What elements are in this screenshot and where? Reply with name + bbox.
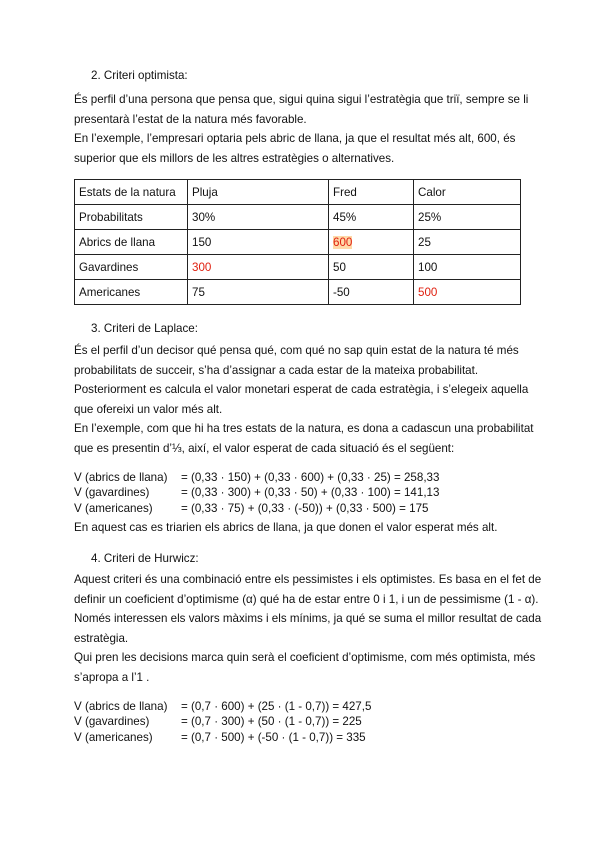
table-row xyxy=(75,205,521,230)
table-row-label xyxy=(75,280,188,305)
section-heading-optimista: 2. Criteri optimista: xyxy=(91,69,188,82)
table-cell-value: 600 xyxy=(333,235,353,249)
table-cell-value: 75 xyxy=(192,285,205,299)
table-cell-value: Americanes xyxy=(79,285,141,299)
paragraph-line: És perfil d’una persona que pensa que, sigui quina sigui l’estratègia que triï, sempre se li xyxy=(74,93,529,106)
paragraph-line: definir un coeficient d’optimisme (α) qué ha de estar entre 0 i 1, i un de pessimisme (1 - α). xyxy=(74,592,539,606)
table-header-cell: Estats de la natura xyxy=(75,180,188,205)
table-cell-value: 25% xyxy=(418,210,442,224)
formula-expression: = (0,33 · 75) + (0,33 · (-50)) + (0,33 · 500) = 175 xyxy=(181,501,429,515)
paragraph-line: presentarà l’estat de la natura més favorable. xyxy=(74,112,307,126)
formula-expression: = (0,33 · 150) + (0,33 · 600) + (0,33 · 25) = 258,33 xyxy=(181,471,440,484)
paragraph-line: Posteriorment es calcula el valor monetari esperat de cada estratègia, i s’elegeix aquella xyxy=(74,383,529,396)
table-cell xyxy=(188,255,329,280)
table-cell xyxy=(414,205,521,230)
formula-expression: = (0,7 · 500) + (-50 · (1 - 0,7)) = 335 xyxy=(181,730,366,744)
table-cell xyxy=(188,205,329,230)
formula-label: V (abrics de llana) xyxy=(74,700,168,713)
table-header-cell: Pluja xyxy=(188,180,329,205)
paragraph-line: És el perfil d’un decisor qué pensa qué, com qué no sap quin estat de la natura té més xyxy=(74,344,519,357)
table-header-cell: Fred xyxy=(329,180,414,205)
formula-expression: = (0,33 · 300) + (0,33 · 50) + (0,33 · 100) = 141,13 xyxy=(181,486,440,500)
table-cell-value: Probabilitats xyxy=(79,210,143,224)
paragraph-laplace xyxy=(74,341,534,458)
paragraph-line: Qui pren les decisions marca quin serà el coeficient d’optimisme, com més optimista, més xyxy=(74,651,536,664)
table-cell-value: 30% xyxy=(192,210,216,224)
table-cell-value: 300 xyxy=(192,260,212,274)
formula-label: V (gavardines) xyxy=(74,486,150,500)
formula-expression: = (0,7 · 600) + (25 · (1 - 0,7)) = 427,5 xyxy=(181,700,372,713)
paragraph-line: que ofereixi un valor més alt. xyxy=(74,402,223,416)
table-cell-value: -50 xyxy=(333,285,350,299)
table-header-row xyxy=(75,180,521,205)
table-cell xyxy=(414,280,521,305)
paragraph-line: estratègia. xyxy=(74,631,129,645)
table-cell-value: 500 xyxy=(418,285,438,299)
table-cell-value: 150 xyxy=(192,235,212,249)
paragraph-line: superior que els millors de les altres estratègies o alternatives. xyxy=(74,151,395,165)
paragraph-line: Aquest criteri és una combinació entre els pessimistes i els optimistes. Es basa en el fet de xyxy=(74,573,542,586)
section-heading-laplace: 3. Criteri de Laplace: xyxy=(91,322,198,335)
table-row-label xyxy=(75,255,188,280)
paragraph-optimista xyxy=(74,90,534,168)
paragraph-line: que es presentin d’⅓, així, el valor esperat de cada situació és el següent: xyxy=(74,441,455,455)
table-header-cell: Calor xyxy=(414,180,521,205)
table-row xyxy=(75,230,521,255)
formula-expression: = (0,7 · 300) + (50 · (1 - 0,7)) = 225 xyxy=(181,715,362,729)
decision-table xyxy=(74,179,521,305)
table-cell-value: Gavardines xyxy=(79,260,139,274)
formula-label: V (abrics de llana) xyxy=(74,471,168,484)
table-row xyxy=(75,280,521,305)
table-row-label xyxy=(75,205,188,230)
paragraph-line: s’apropa a l’1 . xyxy=(74,670,150,684)
laplace-conclusion: En aquest cas es triarien els abrics de llana, ja que donen el valor esperat més alt. xyxy=(74,521,498,534)
table-cell-value: Abrics de llana xyxy=(79,235,156,249)
table-cell xyxy=(329,280,414,305)
table-cell xyxy=(329,230,414,255)
table-row-label xyxy=(75,230,188,255)
table-cell-value: 100 xyxy=(418,260,438,274)
table-cell xyxy=(188,230,329,255)
paragraph-line: En l’exemple, com que hi ha tres estats de la natura, es dona a cadascun una probabilitat xyxy=(74,422,534,435)
table-row xyxy=(75,255,521,280)
table-cell-value: 50 xyxy=(333,260,346,274)
formula-label: V (americanes) xyxy=(74,501,153,515)
table-cell-value: 25 xyxy=(418,235,431,249)
formula-label: V (gavardines) xyxy=(74,715,150,729)
section-heading-hurwicz: 4. Criteri de Hurwicz: xyxy=(91,552,199,565)
formula-label: V (americanes) xyxy=(74,730,153,744)
table-cell xyxy=(329,205,414,230)
paragraph-line: En l’exemple, l’empresari optaria pels abric de llana, ja que el resultat més alt, 600, és xyxy=(74,132,516,145)
table-cell xyxy=(414,230,521,255)
paragraph-hurwicz xyxy=(74,570,542,687)
paragraph-line: Només interessen els valors màxims i els mínims, ja qué se suma el millor resultat de cada xyxy=(74,612,542,625)
table-cell xyxy=(188,280,329,305)
table-cell xyxy=(329,255,414,280)
table-cell xyxy=(414,255,521,280)
paragraph-line: probabilitats de succeir, s’ha d’assignar a cada estar de la mateixa probabilitat. xyxy=(74,363,479,377)
table-cell-value: 45% xyxy=(333,210,357,224)
